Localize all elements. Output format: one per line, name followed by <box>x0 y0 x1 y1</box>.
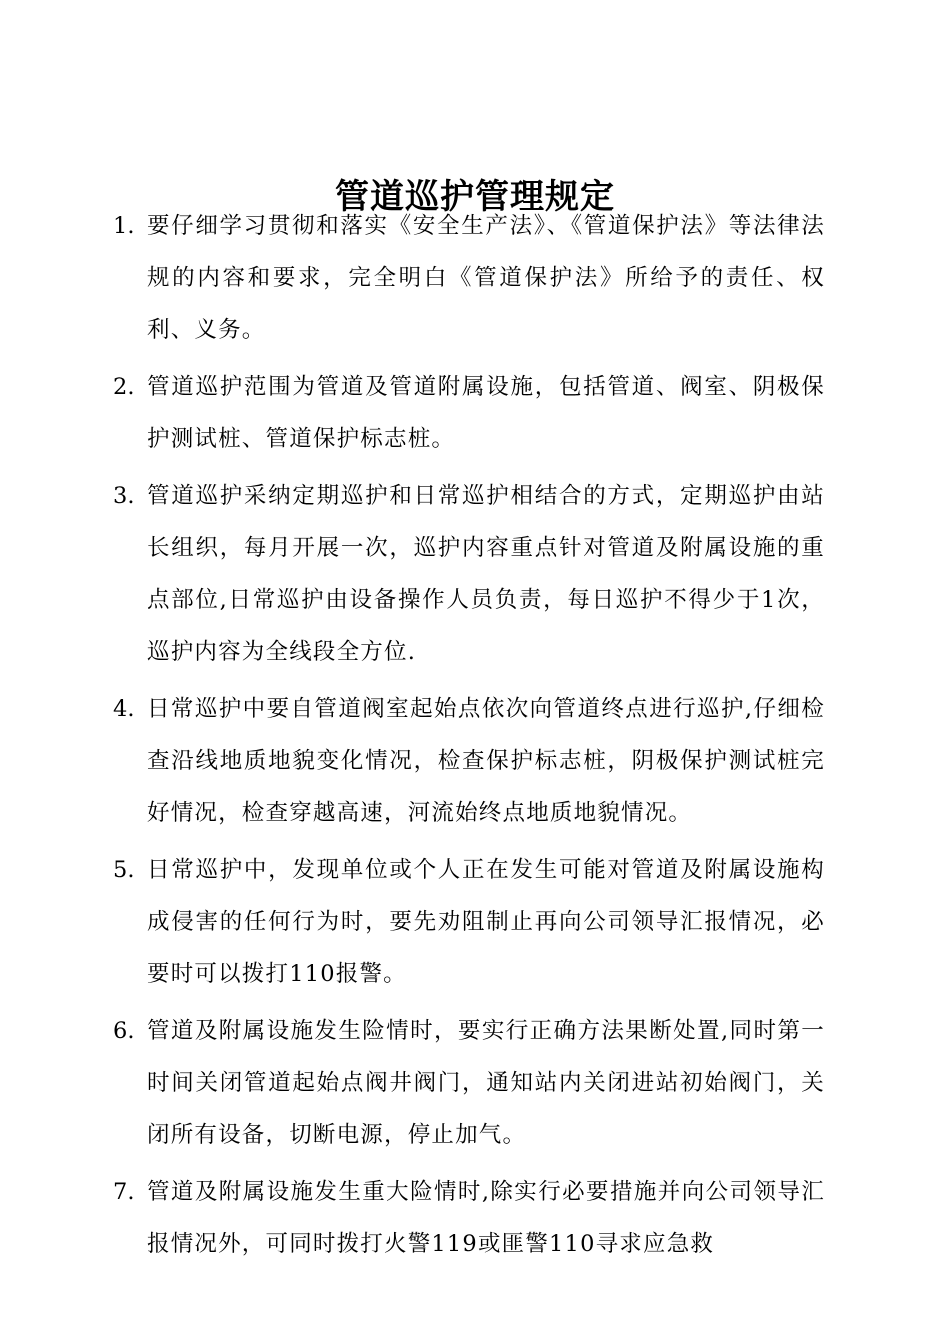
rule-text: 要仔细学习贯彻和落实《安全生产法》、《管道保护法》等法律法规的内容和要求，完全明白《管道保护法》所给予的责任、权利、义务。 <box>147 213 825 343</box>
rule-text: 管道巡护范围为管道及管道附属设施，包括管道、阀室、阴极保护测试桩、管道保护标志桩。 <box>147 374 825 452</box>
rule-item <box>113 844 825 1000</box>
rule-number: 2. <box>113 374 135 400</box>
rule-item <box>113 1166 825 1270</box>
rule-item <box>113 361 825 465</box>
rule-item <box>113 200 825 356</box>
rule-number: 6. <box>113 1018 135 1044</box>
rule-number: 7. <box>113 1179 135 1205</box>
rules-list <box>113 200 825 1275</box>
rule-number: 5. <box>113 857 135 883</box>
rule-number: 3. <box>113 483 135 509</box>
rule-item <box>113 1005 825 1161</box>
rule-text: 日常巡护中，发现单位或个人正在发生可能对管道及附属设施构成侵害的任何行为时，要先劝阻制止再向公司领导汇报情况，必要时可以拨打110报警。 <box>147 857 825 987</box>
rule-item <box>113 470 825 678</box>
rule-item <box>113 683 825 839</box>
document-title: 管道巡护管理规定 <box>335 176 615 217</box>
rule-text: 日常巡护中要自管道阀室起始点依次向管道终点进行巡护,仔细检查沿线地质地貌变化情况，检查保护标志桩，阴极保护测试桩完好情况，检查穿越高速，河流始终点地质地貌情况。 <box>147 696 825 826</box>
rule-text: 管道巡护采纳定期巡护和日常巡护相结合的方式，定期巡护由站长组织，每月开展一次，巡护内容重点针对管道及附属设施的重点部位,日常巡护由设备操作人员负责，每日巡护不得少于1次，巡护内容为全线段全方位. <box>147 483 825 665</box>
rule-text: 管道及附属设施发生险情时，要实行正确方法果断处置,同时第一时间关闭管道起始点阀井阀门，通知站内关闭进站初始阀门，关闭所有设备，切断电源，停止加气。 <box>147 1018 825 1148</box>
rule-number: 4. <box>113 696 135 722</box>
rule-text: 管道及附属设施发生重大险情时,除实行必要措施并向公司领导汇报情况外，可同时拨打火警119或匪警110寻求应急救 <box>147 1179 825 1257</box>
rule-number: 1. <box>113 213 135 239</box>
